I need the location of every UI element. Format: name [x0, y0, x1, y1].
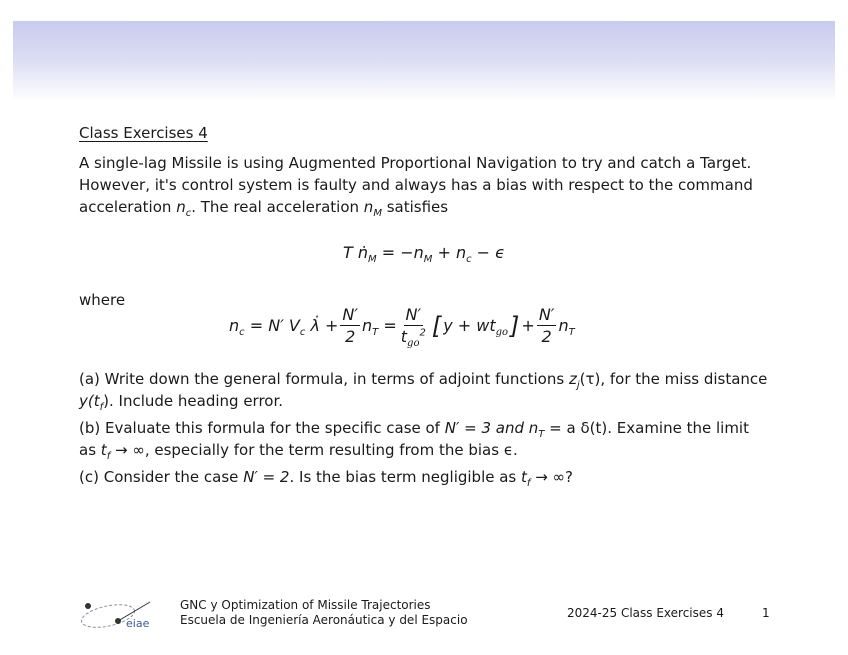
part-c-text-a: (c) Consider the case	[79, 468, 239, 486]
part-c	[79, 466, 769, 488]
intro-nm-base: n	[363, 198, 374, 216]
part-b-cond-sub: T	[538, 429, 545, 440]
part-b-tf-base: t	[100, 441, 107, 459]
part-a-zj	[568, 370, 580, 391]
intro-text-a: A single-lag Missile is using Augmented Proportional Navigation to try and catch a Target. However, it's control system is faulty and always has a bias with respect to the command acceleration	[79, 154, 753, 216]
footer-course: GNC y Optimization of Missile Trajectories	[180, 598, 431, 612]
frac-n-over-2-b: $\frac{N'}{2}$	[538, 305, 555, 346]
header-band	[13, 21, 835, 101]
equation-guidance-law: $n_c = N'$ $V_c$ λ̇ + $\frac{N'}{2}$ $n_T$ = $\frac{N'}{t_{go}^2}$ [ $y + wt_{go}$ ] + $\frac{N'}{2}$ $n_T$	[229, 305, 575, 350]
part-a-text-a: (a) Write down the general formula, in terms of adjoint functions	[79, 370, 565, 388]
eq1-rest3: − ϵ	[471, 243, 506, 262]
equation-dynamics	[79, 242, 769, 264]
footer	[0, 590, 848, 640]
part-a-text-e: ). Include heading error.	[103, 392, 284, 410]
intro-nm-sub: M	[373, 208, 382, 219]
eq1-sub3: c	[466, 254, 472, 266]
logo-text: eiae	[126, 617, 150, 630]
intro-paragraph	[79, 152, 769, 218]
part-c-tf-base: t	[521, 468, 527, 486]
eiae-logo-icon	[78, 594, 158, 634]
part-b-tf-sub: f	[106, 451, 111, 462]
footer-page-number: 1	[762, 606, 770, 620]
part-a-text-c: (τ), for the miss distance	[579, 370, 768, 388]
part-b-text-a: (b) Evaluate this formula for the specific case of	[79, 419, 440, 437]
part-c-tf-sub: f	[526, 478, 531, 489]
footer-course-info	[180, 598, 468, 628]
frac-n-over-2: $\frac{N'}{2}$	[342, 305, 359, 346]
part-b-text-c: = a δ(t). Examine the limit as	[79, 419, 749, 459]
part-a-zj-base: z	[568, 370, 577, 388]
part-b	[79, 417, 769, 461]
intro-text-c: satisfies	[386, 198, 449, 216]
part-c-text-c: . Is the bias term negligible as	[289, 468, 517, 486]
intro-nm	[363, 198, 382, 219]
part-b-text-e: → ∞, especially for the term resulting from the bias ϵ.	[110, 441, 518, 459]
part-b-cond-base: N′ = 3 and n	[444, 419, 539, 437]
eq1-sub: M	[367, 254, 377, 266]
eq1-rest2: + n	[432, 243, 467, 262]
slide-title: Class Exercises 4	[79, 124, 208, 142]
part-a-zj-sub: j	[576, 380, 580, 391]
intro-nc-base: n	[176, 198, 186, 216]
intro-nc-sub: c	[185, 208, 192, 219]
part-a	[79, 368, 769, 412]
part-c-cond: N′ = 2	[243, 468, 290, 486]
intro-nc	[176, 198, 192, 219]
intro-text-b: . The real acceleration	[191, 198, 360, 216]
footer-session: 2024-25 Class Exercises 4	[567, 606, 724, 620]
eq1-lhs: T ṅ	[342, 243, 368, 262]
part-c-text-e: → ∞?	[530, 468, 574, 486]
exercise-parts	[79, 368, 769, 493]
part-b-cond	[444, 419, 545, 440]
part-b-tf	[100, 441, 111, 462]
part-a-ytf-sub: f	[99, 402, 104, 413]
eq1-sub2: M	[423, 254, 433, 266]
footer-school: Escuela de Ingeniería Aeronáutica y del Espacio	[180, 613, 468, 627]
eq1-rest: = −n	[376, 243, 424, 262]
part-a-ytf	[79, 392, 104, 413]
where-label: where	[79, 291, 126, 309]
part-a-ytf-base: y(t	[79, 392, 100, 410]
frac-n-over-tgo2: $\frac{N'}{t_{go}^2}$	[400, 305, 426, 350]
